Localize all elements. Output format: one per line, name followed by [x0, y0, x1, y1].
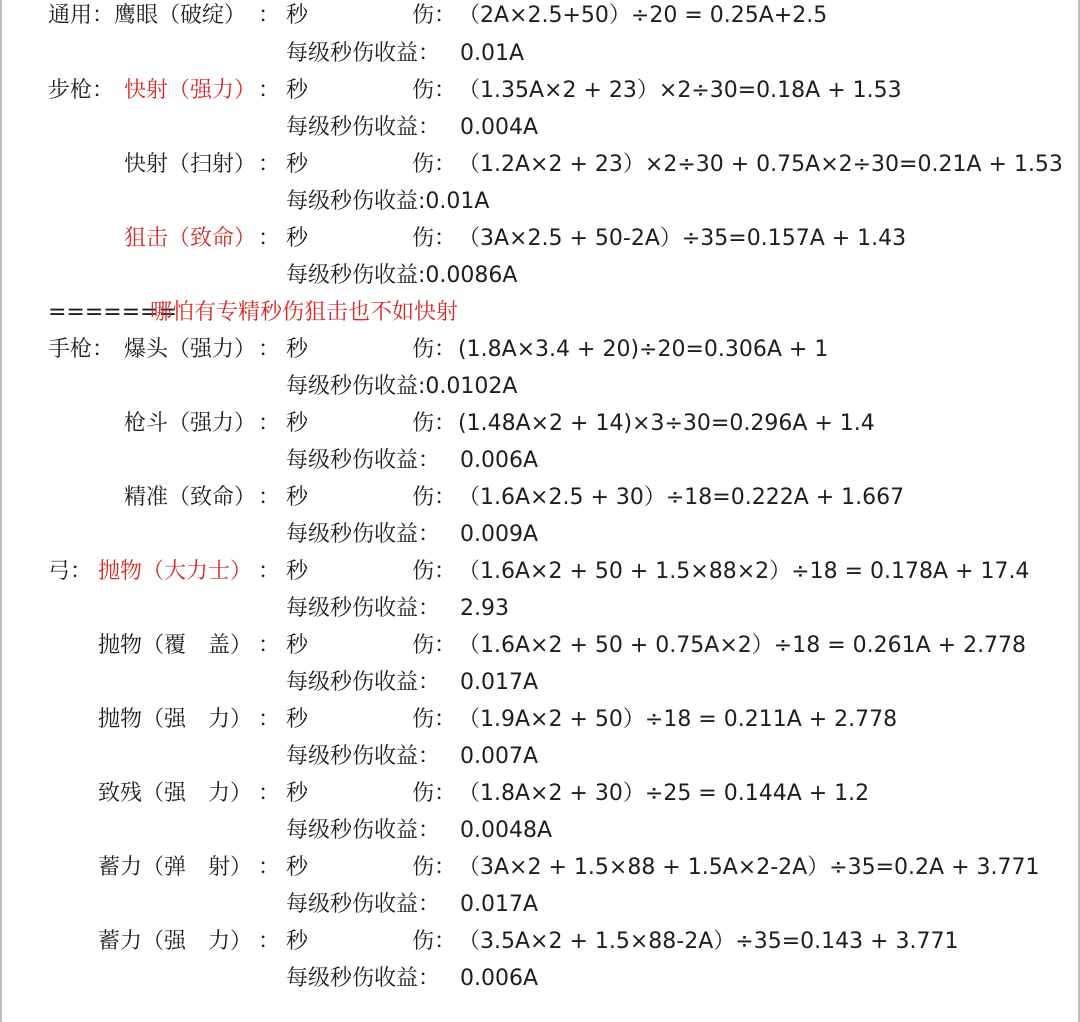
sec-label: 秒	[286, 485, 309, 510]
sec-label: 秒	[286, 781, 309, 806]
gain-label: 每级秒伤收益：	[286, 115, 441, 140]
row-pistol-headshot	[0, 331, 1080, 368]
colon: ：	[258, 226, 281, 251]
row-bow-charge-power	[0, 923, 1080, 960]
gain-value: 0.006A	[460, 966, 539, 991]
formula: （3A×2 + 1.5×88 + 1.5A×2-2A）÷35=0.2A + 3.771	[458, 855, 1040, 880]
colon: ：	[258, 707, 281, 732]
gain-label: 每级秒伤收益：	[286, 818, 441, 843]
row-gain	[0, 738, 1080, 775]
shang-label: 伤：	[412, 855, 457, 880]
row-gain	[0, 257, 1080, 294]
colon: ：	[258, 929, 281, 954]
row-gain	[0, 886, 1080, 923]
skill-name-highlight: 狙击（致命）	[124, 226, 257, 251]
colon: ：	[258, 559, 281, 584]
row-bow-cripple	[0, 775, 1080, 812]
gain-value: 0.004A	[460, 115, 539, 140]
skill-name: 蓄力（弹 射）	[98, 855, 253, 880]
gain-value: 0.0048A	[460, 818, 553, 843]
sec-label: 秒	[286, 78, 309, 103]
row-gain	[0, 516, 1080, 553]
sec-label: 秒	[286, 929, 309, 954]
colon: ：	[258, 633, 281, 658]
skill-name: 蓄力（强 力）	[98, 929, 253, 954]
row-gain	[0, 183, 1080, 220]
skill-name: 鹰眼（破绽）	[114, 3, 247, 28]
shang-label: 伤：	[412, 929, 457, 954]
skill-name-highlight: 快射（强力）	[124, 78, 257, 103]
gain-text: 每级秒伤收益:0.0102A	[286, 374, 518, 399]
sec-label: 秒	[286, 3, 309, 28]
row-gain	[0, 442, 1080, 479]
sec-label: 秒	[286, 152, 309, 177]
row-gain	[0, 664, 1080, 701]
shang-label: 伤：	[412, 411, 457, 436]
formula: （1.9A×2 + 50）÷18 = 0.211A + 2.778	[458, 707, 898, 732]
row-gain	[0, 35, 1080, 72]
shang-label: 伤：	[412, 781, 457, 806]
gain-value: 0.017A	[460, 670, 539, 695]
formula: （1.35A×2 + 23）×2÷30=0.18A + 1.53	[458, 78, 902, 103]
skill-name: 抛物（强 力）	[98, 707, 253, 732]
sec-label: 秒	[286, 855, 309, 880]
shang-label: 伤：	[412, 337, 457, 362]
row-bow-lob-hercules	[0, 553, 1080, 590]
gain-label: 每级秒伤收益：	[286, 596, 441, 621]
row-note	[0, 294, 1080, 331]
formula: （3.5A×2 + 1.5×88-2A）÷35=0.143 + 3.771	[458, 929, 959, 954]
formula: (1.8A×3.4 + 20)÷20=0.306A + 1	[458, 337, 829, 362]
row-rifle-rapid-sweep	[0, 146, 1080, 183]
shang-label: 伤：	[412, 485, 457, 510]
row-pistol-precision	[0, 479, 1080, 516]
sec-label: 秒	[286, 226, 309, 251]
colon: ：	[258, 78, 281, 103]
skill-name: 精准（致命）	[124, 485, 257, 510]
shang-label: 伤：	[412, 152, 457, 177]
shang-label: 伤：	[412, 3, 457, 28]
skill-name: 枪斗（强力）	[124, 411, 257, 436]
sec-label: 秒	[286, 411, 309, 436]
gain-value: 0.006A	[460, 448, 539, 473]
skill-name: 爆头（强力）	[124, 337, 257, 362]
formula: （2A×2.5+50）÷20 = 0.25A+2.5	[458, 3, 828, 28]
row-pistol-gunfight	[0, 405, 1080, 442]
colon: ：	[258, 3, 281, 28]
colon: ：	[258, 411, 281, 436]
gain-text: 每级秒伤收益:0.01A	[286, 189, 490, 214]
formula: （1.6A×2 + 50 + 0.75A×2）÷18 = 0.261A + 2.778	[458, 633, 1027, 658]
sec-label: 秒	[286, 337, 309, 362]
gain-value: 0.017A	[460, 892, 539, 917]
shang-label: 伤：	[412, 226, 457, 251]
shang-label: 伤：	[412, 78, 457, 103]
row-bow-lob-power	[0, 701, 1080, 738]
gain-text: 每级秒伤收益:0.0086A	[286, 263, 518, 288]
row-gain	[0, 960, 1080, 997]
gain-value: 0.009A	[460, 522, 539, 547]
gain-value: 0.01A	[460, 41, 525, 66]
skill-name: 快射（扫射）	[124, 152, 257, 177]
row-rifle-rapid-power	[0, 72, 1080, 109]
category-label-bow: 弓：	[48, 559, 93, 584]
formula: (1.48A×2 + 14)×3÷30=0.296A + 1.4	[458, 411, 875, 436]
row-bow-lob-cover	[0, 627, 1080, 664]
row-eagle-eye	[0, 0, 1080, 34]
colon: ：	[258, 485, 281, 510]
skill-name-highlight: 抛物（大力士）	[98, 559, 253, 584]
formula: （1.8A×2 + 30）÷25 = 0.144A + 1.2	[458, 781, 870, 806]
skill-name: 抛物（覆 盖）	[98, 633, 253, 658]
gain-label: 每级秒伤收益：	[286, 966, 441, 991]
row-gain	[0, 109, 1080, 146]
category-label-rifle: 步枪：	[48, 78, 115, 103]
row-gain	[0, 812, 1080, 849]
sec-label: 秒	[286, 559, 309, 584]
row-gain	[0, 368, 1080, 405]
separator-equals: =======	[48, 300, 178, 325]
gain-label: 每级秒伤收益：	[286, 41, 441, 66]
gain-label: 每级秒伤收益：	[286, 892, 441, 917]
colon: ：	[258, 152, 281, 177]
gain-value: 0.007A	[460, 744, 539, 769]
category-label-pistol: 手枪：	[48, 337, 115, 362]
gain-label: 每级秒伤收益：	[286, 744, 441, 769]
colon: ：	[258, 337, 281, 362]
row-gain	[0, 590, 1080, 627]
gain-value: 2.93	[460, 596, 509, 621]
sec-label: 秒	[286, 633, 309, 658]
row-rifle-snipe	[0, 220, 1080, 257]
sec-label: 秒	[286, 707, 309, 732]
formula: （1.2A×2 + 23）×2÷30 + 0.75A×2÷30=0.21A + 1.53	[458, 152, 1063, 177]
gain-label: 每级秒伤收益：	[286, 448, 441, 473]
formula: （1.6A×2 + 50 + 1.5×88×2）÷18 = 0.178A + 17.4	[458, 559, 1030, 584]
skill-name: 致残（强 力）	[98, 781, 253, 806]
colon: ：	[258, 855, 281, 880]
gain-label: 每级秒伤收益：	[286, 670, 441, 695]
shang-label: 伤：	[412, 707, 457, 732]
formula: （3A×2.5 + 50-2A）÷35=0.157A + 1.43	[458, 226, 907, 251]
shang-label: 伤：	[412, 633, 457, 658]
note-text: 哪怕有专精秒伤狙击也不如快射	[150, 300, 459, 325]
formula: （1.6A×2.5 + 30）÷18=0.222A + 1.667	[458, 485, 905, 510]
category-label-general: 通用：	[48, 3, 115, 28]
row-bow-charge-bounce	[0, 849, 1080, 886]
colon: ：	[258, 781, 281, 806]
gain-label: 每级秒伤收益：	[286, 522, 441, 547]
shang-label: 伤：	[412, 559, 457, 584]
